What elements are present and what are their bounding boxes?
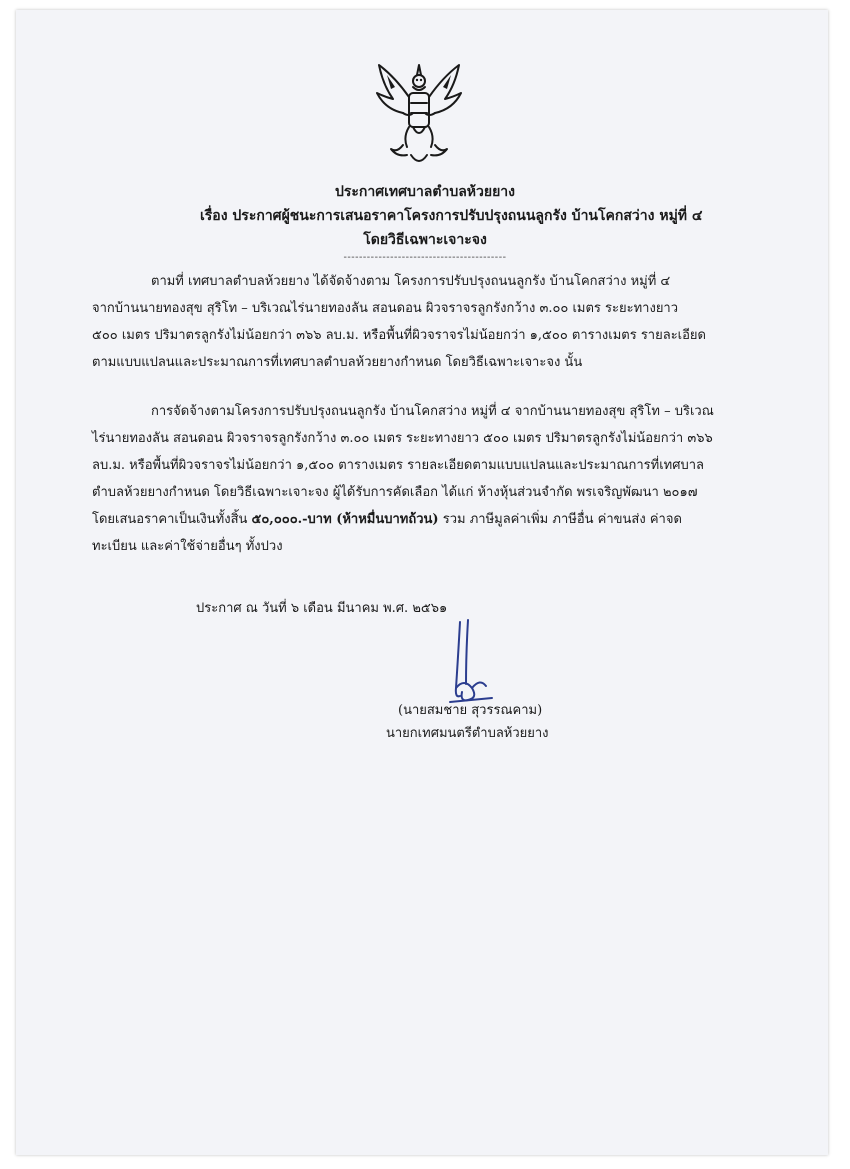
paragraph1-line: จากบ้านนายทองสุข สุริโท – บริเวณไร่นายทองลัน สอนดอน ผิวจราจรลูกรังกว้าง ๓.๐๐ เมตร ระยะทางยาว	[92, 301, 679, 316]
paragraph1-line: ๕๐๐ เมตร ปริมาตรลูกรังไม่น้อยกว่า ๓๖๖ ลบ.ม. หรือพื้นที่ผิวจราจรไม่น้อยกว่า ๑,๕๐๐ ตารางเมตร รายละเอียด	[92, 328, 706, 343]
signer-position: นายกเทศมนตรีตำบลห้วยยาง	[386, 726, 549, 741]
title-divider: ------------------------------------------	[343, 252, 507, 263]
price-suffix: รวม ภาษีมูลค่าเพิ่ม ภาษีอื่น ค่าขนส่ง ค่าจด	[442, 512, 682, 527]
paragraph1-line: ตามแบบแปลนและประมาณการที่เทศบาลตำบลห้วยยางกำหนด โดยวิธีเฉพาะเจาะจง นั้น	[92, 355, 583, 370]
paragraph1-line: ตามที่ เทศบาลตำบลห้วยยาง ได้จัดจ้างตาม โครงการปรับปรุงถนนลูกรัง บ้านโคกสว่าง หมู่ที่ ๔	[151, 274, 671, 289]
signer-name: (นายสมชาย สุวรรณคาม)	[398, 703, 543, 718]
procurement-method: โดยวิธีเฉพาะเจาะจง	[363, 232, 487, 248]
announcement-subject: เรื่อง ประกาศผู้ชนะการเสนอราคาโครงการปรับปรุงถนนลูกรัง บ้านโคกสว่าง หมู่ที่ ๔	[200, 208, 703, 224]
price-prefix: โดยเสนอราคาเป็นเงินทั้งสิ้น	[92, 512, 248, 527]
garuda-emblem-icon	[373, 57, 465, 169]
paragraph2-line: ลบ.ม. หรือพื้นที่ผิวจราจรไม่น้อยกว่า ๑,๕๐๐ ตารางเมตร รายละเอียดตามแบบแปลนและประมาณการที่เทศบาล	[92, 458, 704, 473]
announcement-date: ประกาศ ณ วันที่ ๖ เดือน มีนาคม พ.ศ. ๒๕๖๑	[196, 601, 448, 616]
paragraph2-line: ทะเบียน และค่าใช้จ่ายอื่นๆ ทั้งปวง	[92, 539, 283, 554]
signature-mark	[446, 618, 496, 708]
announcement-title: ประกาศเทศบาลตำบลห้วยยาง	[335, 184, 515, 200]
price-amount: ๕๐,๐๐๐.-บาท (ห้าหมื่นบาทถ้วน)	[251, 512, 439, 527]
paragraph2-line: การจัดจ้างตามโครงการปรับปรุงถนนลูกรัง บ้านโคกสว่าง หมู่ที่ ๔ จากบ้านนายทองสุข สุริโท – บริเวณ	[151, 404, 714, 419]
paragraph2-line: ไร่นายทองลัน สอนดอน ผิวจราจรลูกรังกว้าง ๓.๐๐ เมตร ระยะทางยาว ๕๐๐ เมตร ปริมาตรลูกรังไม่น้อยกว่า ๓๖๖	[92, 431, 713, 446]
paragraph2-line: ตำบลห้วยยางกำหนด โดยวิธีเฉพาะเจาะจง ผู้ได้รับการคัดเลือก ได้แก่ ห้างหุ้นส่วนจำกัด พรเจริญพัฒนา ๒๐๑๗	[92, 485, 698, 500]
price-line	[92, 508, 682, 529]
